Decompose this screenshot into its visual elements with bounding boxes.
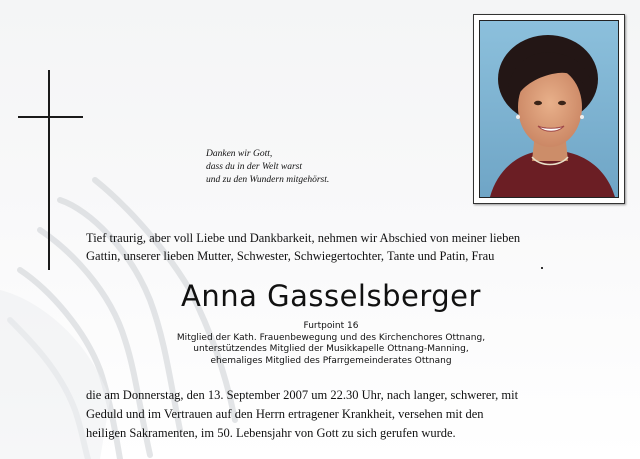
cross-icon <box>48 70 50 270</box>
intro-paragraph <box>86 229 546 265</box>
quote-line: Danken wir Gott, <box>206 149 273 159</box>
closing-line: heiligen Sakramenten, im 50. Lebensjahr von Gott zu sich gerufen wurde. <box>86 426 456 440</box>
membership-line: unterstützendes Mitglied der Musikkapelle Ottnang-Manning, <box>193 344 469 354</box>
closing-line: die am Donnerstag, den 13. September 2007 um 22.30 Uhr, nach langer, schwerer, mit <box>86 388 519 402</box>
intro-line: Gattin, unserer lieben Mutter, Schwester, Schwiegertochter, Tante und Patin, Frau <box>86 249 495 263</box>
deceased-address: Furtpoint 16 <box>303 321 359 331</box>
membership-line: Mitglied der Kath. Frauenbewegung und des Kirchenchores Ottnang, <box>176 332 486 343</box>
closing-line: Geduld und im Vertrauen auf den Herrn ertragener Krankheit, versehen mit den <box>86 407 484 421</box>
portrait-photo <box>479 20 619 198</box>
deceased-details <box>0 321 640 367</box>
decorative-dot <box>541 267 543 269</box>
membership-line: ehemaliges Mitglied des Pfarrgemeinderates Ottnang <box>210 355 452 366</box>
quote-line: und zu den Wundern mitgehörst. <box>206 175 330 185</box>
memorial-quote <box>206 148 406 187</box>
closing-paragraph <box>86 386 546 443</box>
portrait-frame <box>473 14 625 204</box>
portrait-photo-image <box>480 21 618 197</box>
cross-icon-bar <box>18 116 83 118</box>
deceased-name: Anna Gasselsberger <box>181 279 481 313</box>
quote-line: dass du in der Welt warst <box>206 162 302 172</box>
intro-line: Tief traurig, aber voll Liebe und Dankbarkeit, nehmen wir Abschied von meiner lieben <box>86 231 521 245</box>
